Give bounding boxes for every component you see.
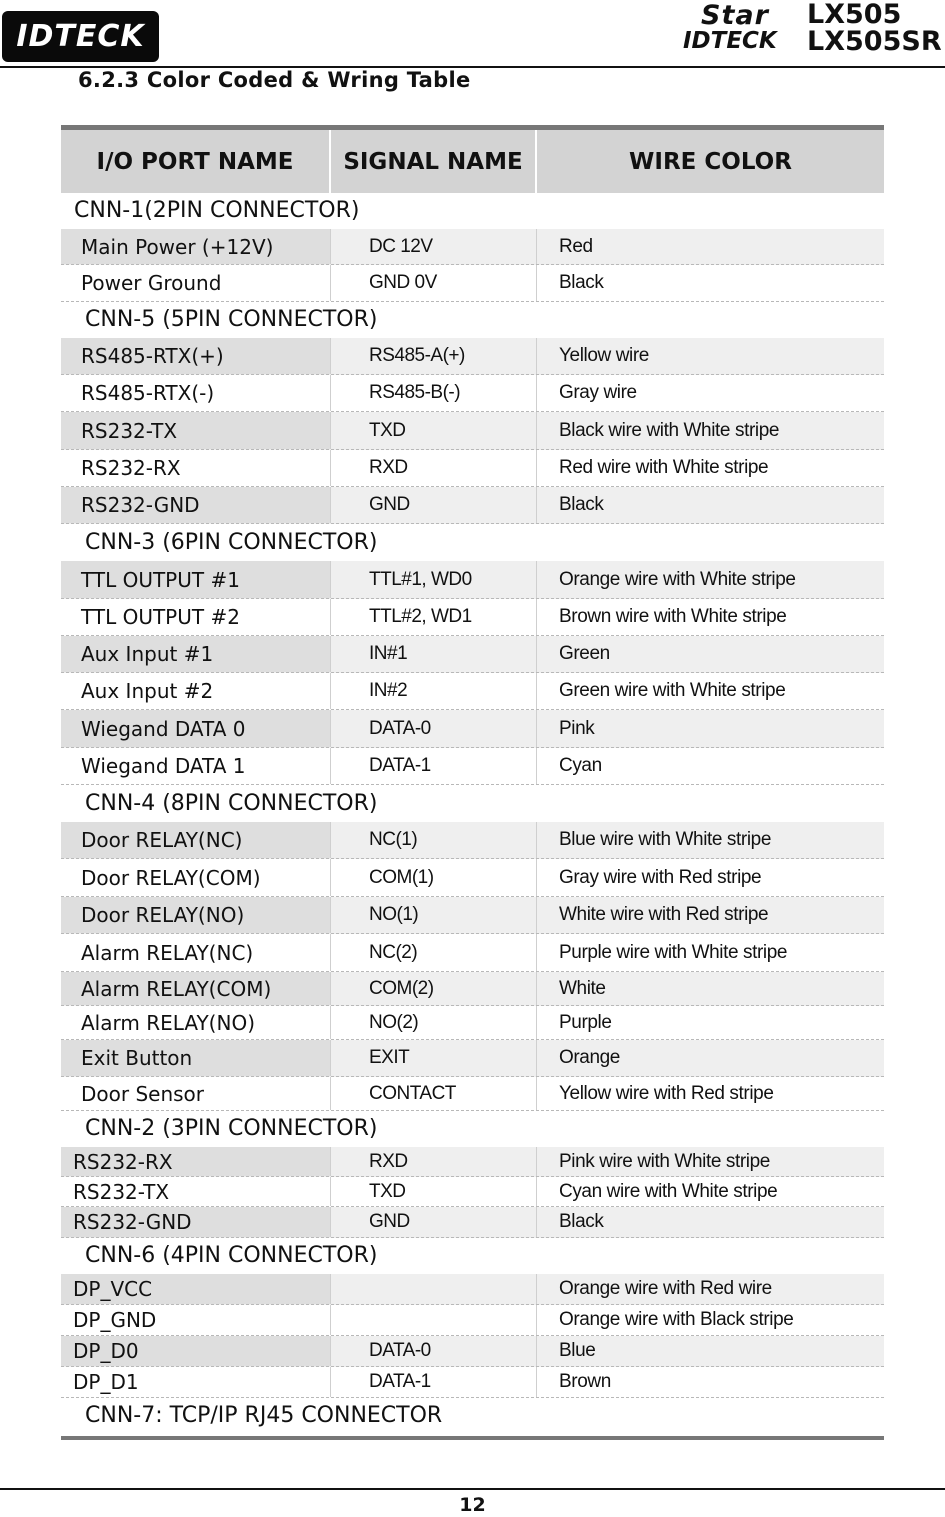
wire-color-cell: Pink wire with White stripe bbox=[559, 1150, 770, 1172]
wire-color-cell: Brown bbox=[559, 1371, 611, 1392]
table-row bbox=[61, 1006, 884, 1040]
signal-name-cell: IN#1 bbox=[331, 636, 537, 672]
wire-color-cell: Purple bbox=[559, 1011, 612, 1033]
io-port-name-cell: Alarm RELAY(NO) bbox=[61, 1006, 331, 1039]
io-port-name-cell: Door RELAY(COM) bbox=[61, 859, 331, 896]
io-port-name-cell: Wiegand DATA 1 bbox=[61, 748, 331, 784]
table-row bbox=[61, 561, 884, 599]
signal-name-cell: RXD bbox=[331, 450, 537, 486]
wire-color-cell: Black wire with White stripe bbox=[559, 419, 780, 441]
table-row bbox=[61, 1274, 884, 1305]
model-lx505sr: LX505SR bbox=[807, 26, 942, 57]
wire-color-cell: Purple wire with White stripe bbox=[559, 941, 788, 963]
io-port-name-cell: RS485-RTX(-) bbox=[61, 375, 331, 411]
connector-group-title: CNN-2 (3PIN CONNECTOR) bbox=[85, 1116, 378, 1141]
table-row bbox=[61, 1177, 884, 1207]
signal-name-cell: NO(2) bbox=[331, 1006, 537, 1039]
section-title: 6.2.3 Color Coded & Wring Table bbox=[78, 68, 471, 92]
table-row bbox=[61, 1077, 884, 1111]
io-port-name-cell: Door RELAY(NC) bbox=[61, 822, 331, 858]
wire-color-cell: Cyan bbox=[559, 755, 602, 776]
signal-name-cell bbox=[331, 1305, 537, 1335]
table-row bbox=[61, 1367, 884, 1398]
wire-color-cell: Orange wire with Black stripe bbox=[559, 1309, 794, 1330]
table-row bbox=[61, 673, 884, 710]
wire-color-cell: Orange wire with White stripe bbox=[559, 568, 796, 590]
table-row bbox=[61, 1040, 884, 1077]
table-row bbox=[61, 710, 884, 748]
io-port-name-cell: Alarm RELAY(NC) bbox=[61, 934, 331, 971]
io-port-name-cell: RS232-TX bbox=[61, 1177, 331, 1206]
table-row bbox=[61, 934, 884, 972]
table-row bbox=[61, 636, 884, 673]
table-row bbox=[61, 1147, 884, 1177]
io-port-name-cell: RS232-GND bbox=[61, 487, 331, 523]
connector-group-rows bbox=[61, 338, 884, 524]
wire-color-cell: Cyan wire with White stripe bbox=[559, 1180, 778, 1202]
signal-name-cell: COM(2) bbox=[331, 972, 537, 1005]
table-row bbox=[61, 375, 884, 412]
io-port-name-cell: Power Ground bbox=[61, 265, 331, 301]
table-row bbox=[61, 1305, 884, 1336]
io-port-name-cell: RS232-TX bbox=[61, 412, 331, 449]
star-logo-text: Star bbox=[701, 0, 769, 31]
idteck-brand-text: IDTECK bbox=[683, 28, 777, 54]
table-row bbox=[61, 748, 884, 785]
connector-group-title: CNN-5 (5PIN CONNECTOR) bbox=[85, 307, 378, 332]
io-port-name-cell: Aux Input #2 bbox=[61, 673, 331, 709]
table-row bbox=[61, 1336, 884, 1367]
connector-group-rows bbox=[61, 561, 884, 785]
signal-name-cell: TTL#2, WD1 bbox=[331, 599, 537, 635]
wire-color-cell: Orange wire with Red wire bbox=[559, 1278, 772, 1299]
connector-group-title: CNN-3 (6PIN CONNECTOR) bbox=[85, 530, 378, 555]
table-row bbox=[61, 972, 884, 1006]
io-port-name-cell: DP_VCC bbox=[61, 1274, 331, 1304]
wire-color-cell: Red wire with White stripe bbox=[559, 457, 769, 478]
signal-name-cell: DATA-0 bbox=[331, 710, 537, 747]
table-row bbox=[61, 412, 884, 450]
wire-color-cell: White bbox=[559, 977, 606, 999]
signal-name-cell: CONTACT bbox=[331, 1077, 537, 1110]
io-port-name-cell: Door RELAY(NO) bbox=[61, 897, 331, 933]
signal-name-cell: NC(2) bbox=[331, 934, 537, 971]
signal-name-cell: DC 12V bbox=[331, 229, 537, 264]
signal-name-cell: NC(1) bbox=[331, 822, 537, 858]
wire-color-cell: Brown wire with White stripe bbox=[559, 606, 787, 627]
io-port-name-cell: TTL OUTPUT #1 bbox=[61, 561, 331, 598]
signal-name-cell: TXD bbox=[331, 412, 537, 449]
wire-color-cell: White wire with Red stripe bbox=[559, 904, 769, 925]
wire-color-cell: Black bbox=[559, 1211, 604, 1232]
io-port-name-cell: Alarm RELAY(COM) bbox=[61, 972, 331, 1005]
wire-color-cell: Orange bbox=[559, 1047, 620, 1068]
wire-color-cell: Yellow wire with Red stripe bbox=[559, 1082, 774, 1104]
wire-color-cell: Yellow wire bbox=[559, 345, 649, 366]
wiring-table bbox=[61, 125, 884, 1440]
signal-name-cell bbox=[331, 1274, 537, 1304]
table-row bbox=[61, 859, 884, 897]
io-port-name-cell: TTL OUTPUT #2 bbox=[61, 599, 331, 635]
connector-group-title: CNN-1(2PIN CONNECTOR) bbox=[74, 198, 360, 223]
io-port-name-cell: Exit Button bbox=[61, 1040, 331, 1076]
signal-name-cell: RS485-B(-) bbox=[331, 375, 537, 411]
wire-color-cell: Black bbox=[559, 494, 604, 515]
signal-name-cell: RXD bbox=[331, 1147, 537, 1176]
table-row bbox=[61, 822, 884, 859]
signal-name-cell: GND 0V bbox=[331, 265, 537, 301]
table-row bbox=[61, 338, 884, 375]
header-io-port-name: I/O PORT NAME bbox=[61, 130, 331, 193]
signal-name-cell: DATA-1 bbox=[331, 748, 537, 784]
io-port-name-cell: Wiegand DATA 0 bbox=[61, 710, 331, 747]
connector-group-rows bbox=[61, 229, 884, 302]
signal-name-cell: TXD bbox=[331, 1177, 537, 1206]
signal-name-cell: DATA-0 bbox=[331, 1336, 537, 1366]
signal-name-cell: IN#2 bbox=[331, 673, 537, 709]
product-logo bbox=[683, 0, 943, 60]
wire-color-cell: Black bbox=[559, 272, 604, 293]
page-number: 12 bbox=[459, 1494, 486, 1516]
table-row bbox=[61, 1207, 884, 1238]
table-header bbox=[61, 130, 884, 193]
wire-color-cell: Green bbox=[559, 643, 610, 664]
signal-name-cell: GND bbox=[331, 487, 537, 523]
signal-name-cell: EXIT bbox=[331, 1040, 537, 1076]
idteck-logo: IDTECK bbox=[2, 11, 159, 62]
table-row bbox=[61, 897, 884, 934]
signal-name-cell: DATA-1 bbox=[331, 1367, 537, 1397]
table-body bbox=[61, 193, 884, 1434]
header-wire-color: WIRE COLOR bbox=[629, 148, 792, 175]
io-port-name-cell: DP_GND bbox=[61, 1305, 331, 1335]
io-port-name-cell: RS232-RX bbox=[61, 1147, 331, 1176]
io-port-name-cell: RS232-GND bbox=[61, 1207, 331, 1237]
header-signal-name: SIGNAL NAME bbox=[331, 130, 537, 193]
io-port-name-cell: RS232-RX bbox=[61, 450, 331, 486]
model-lx505: LX505 bbox=[807, 0, 902, 30]
signal-name-cell: COM(1) bbox=[331, 859, 537, 896]
connector-group-title: CNN-4 (8PIN CONNECTOR) bbox=[85, 791, 378, 816]
wire-color-cell: Gray wire with Red stripe bbox=[559, 866, 762, 888]
footer-divider bbox=[0, 1488, 945, 1490]
table-row bbox=[61, 450, 884, 487]
connector-group-rows bbox=[61, 1147, 884, 1238]
wire-color-cell: Green wire with White stripe bbox=[559, 680, 786, 701]
connector-group-title: CNN-6 (4PIN CONNECTOR) bbox=[85, 1243, 378, 1268]
io-port-name-cell: Door Sensor bbox=[61, 1077, 331, 1110]
io-port-name-cell: Main Power (+12V) bbox=[61, 229, 331, 264]
io-port-name-cell: DP_D1 bbox=[61, 1367, 331, 1397]
signal-name-cell: GND bbox=[331, 1207, 537, 1237]
signal-name-cell: NO(1) bbox=[331, 897, 537, 933]
signal-name-cell: TTL#1, WD0 bbox=[331, 561, 537, 598]
wire-color-cell: Blue bbox=[559, 1340, 596, 1361]
wire-color-cell: Gray wire bbox=[559, 382, 637, 403]
connector-group-title: CNN-7: TCP/IP RJ45 CONNECTOR bbox=[85, 1403, 443, 1428]
wire-color-cell: Pink bbox=[559, 717, 595, 739]
io-port-name-cell: Aux Input #1 bbox=[61, 636, 331, 672]
wire-color-cell: Red bbox=[559, 235, 593, 257]
io-port-name-cell: DP_D0 bbox=[61, 1336, 331, 1366]
io-port-name-cell: RS485-RTX(+) bbox=[61, 338, 331, 374]
table-row bbox=[61, 265, 884, 302]
connector-group-rows bbox=[61, 1274, 884, 1398]
table-row bbox=[61, 599, 884, 636]
signal-name-cell: RS485-A(+) bbox=[331, 338, 537, 374]
table-row bbox=[61, 229, 884, 265]
table-bottom-rule bbox=[61, 1436, 884, 1440]
table-row bbox=[61, 487, 884, 524]
wire-color-cell: Blue wire with White stripe bbox=[559, 829, 771, 850]
connector-group-rows bbox=[61, 822, 884, 1111]
